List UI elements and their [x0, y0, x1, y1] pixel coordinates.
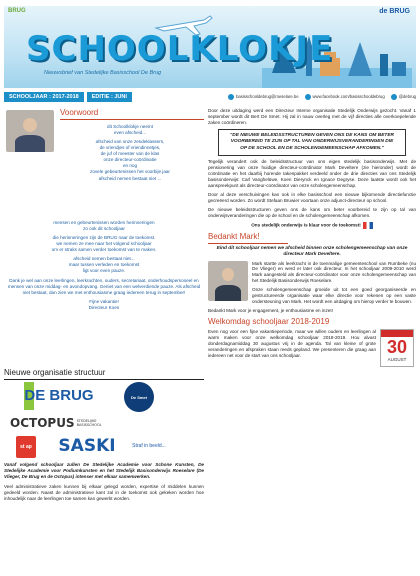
facebook-icon	[305, 94, 311, 100]
poem-stanza-4: afscheid nemen bestaat niet... maar tussen verleden en toekomst ligt voor even pauze.	[68, 256, 140, 274]
bedankt-mark-title: Bedankt Mark!	[208, 232, 288, 244]
bedankt-mark-section	[208, 232, 416, 314]
voorwoord-poem-lower	[4, 220, 204, 314]
poem-stanza-1: afscheid van onze zesdeklassers, de vriendjes of vriendinnetjes, de juf of meester van de klas onze directeur-coördinatie en nog zovele gebeurtenissen het voorbije jaar afscheid nemen bestaat niet ...	[90, 139, 170, 181]
organisation-article	[208, 108, 416, 229]
bedankt-mark-intro: Eind dit schooljaar nemen we afscheid binnen onze scholengemeenschap van onze directeur Mark Develtere.	[216, 246, 408, 258]
partner-logos	[4, 382, 204, 460]
org-paragraph-3: Door al deze verschuivingen kan ook in elke basisschool een nieuwe bijkomende directiefunctie gecreëerd worden. Zo wordt Stefaan Bruwier voortaan onze adjunct-directeur op school.	[208, 192, 416, 204]
right-column	[208, 108, 416, 363]
email-icon	[228, 94, 234, 100]
nieuwe-organisatie-text	[4, 462, 204, 506]
brand-logo-right: de BRUG	[379, 8, 410, 15]
nieuwe-organisatie-header	[4, 368, 204, 380]
org-paragraph-4: De nieuwe beleidsstructuren geven ons de kans om beter voorbereid te zijn op tal van onderwijsveranderingen die op de school en de scholengemeenschap afkomen.	[208, 207, 416, 219]
logo-saski: SASKI	[58, 436, 116, 457]
voorwoord-thanks: Dank je wel aan onze leerlingen, leerkrachten, ouders, secretariaat, onderhoudspersoneel en mensen van onze middag- en avondopvang. Geniet van een welverdiende pauze. Als afscheid niet bestaat, dan zien we met enthousiasme graag iedereen terug in september!	[7, 277, 201, 295]
logo-saski-tagline: Straf in beeld...	[132, 443, 166, 450]
welkomdag-section	[208, 317, 416, 363]
flag-icon	[363, 222, 373, 229]
org-paragraph-1: Door deze uitdaging werd een Directeur Interne organisatie Stedelijk Onderwijs gezocht. Vanaf 1 september wordt dit Bert De Smet. Hij zal in nauw overleg met de vijf directies alle overkoepelende zaken coördineren.	[208, 108, 416, 125]
calendar-day: 30	[386, 337, 408, 358]
logo-octopus	[10, 414, 102, 432]
twitter-icon	[391, 94, 397, 100]
voorwoord-poem	[60, 124, 200, 185]
voorwoord-sign-2: Directeur Koen	[88, 304, 120, 310]
mark-develtere-photo	[208, 261, 248, 301]
poem-stanza-2: mensen en gebeurtenissen worden herinneringen zo ook dit schooljaar	[53, 220, 155, 232]
voorwoord-header	[60, 108, 204, 120]
newsletter-title: SCHOOLKLOKJE	[26, 29, 334, 69]
logo-stap: st ap	[16, 436, 36, 458]
schoolyear-label: SCHOOLJAAR : 2017-2018	[4, 92, 84, 102]
director-koen-photo	[6, 110, 54, 152]
poem-stanza-3: die herinneringen zijn de BRUG naar de toekomst. we nemen ze mee naar het volgend schooljaar om er straks samen verder toekomst van te maken.	[51, 235, 157, 253]
org-paragraph-5: Ons stedelijk onderwijs is klaar voor de toekomst!	[208, 222, 416, 229]
welkomdag-title: Welkomdag schooljaar 2018-2019	[208, 317, 330, 327]
edition-label: EDITIE : JUNI	[87, 92, 132, 102]
bm-paragraph-3: Bedankt Mark voor je engagement, je enthousiasme en inzet!	[208, 308, 333, 314]
nos-paragraph-2: Veel administratieve zaken kunnen bij elkaar gelegd worden, expertise of middelen kunnen gedeeld worden. Naast de administratieve kant zal in de toekomst ook gekeken worden hoe inhoudelijk naar de leerlingen toe samen kan gewerkt worden.	[4, 483, 204, 501]
poem-line-intro: dit Schoolklokje neemt even afscheid...	[107, 124, 153, 136]
newsletter-header	[0, 0, 420, 104]
voorwoord-section	[4, 108, 204, 366]
logo-octopus-sub: STEDELIJKE BASISSCHOOL	[76, 418, 102, 427]
info-bar	[4, 90, 416, 103]
social-link-facebook[interactable]: www.facebook.com/basisschooldebrug	[305, 94, 385, 100]
logo-de-smet: De Smet	[124, 382, 154, 412]
nos-paragraph-1: Vanaf volgend schooljaar zullen De Stedelijke Academie voor Schone Kunsten, De Stedelijke Academie voor Podiumkunsten en het Stedelijk Basisonderwijs Roeselare (De Vlieger, De Brug en de Octopus) intenser met elkaar samenwerken.	[4, 462, 204, 479]
nieuwe-organisatie-title: Nieuwe organisatie structuur	[4, 368, 204, 380]
org-quote: "DE NIEUWE BELEIDSSTRUCTUREN GEVEN ONS DE KANS OM BETER VOORBEREID TE ZIJN OP TAL VAN ONDERWIJSVERANDERINGEN DIE OP DE SCHOOL EN DE SCHOLENGEMEENSCHAP AFKOMEN."	[218, 129, 406, 156]
voorwoord-sign-1: Fijne vakantie!	[89, 298, 119, 304]
calendar-icon	[380, 329, 414, 367]
social-link-email[interactable]: basisschooldebrug@roeselare.be	[228, 94, 298, 100]
brand-logo-small: BRUG	[8, 8, 26, 14]
org-paragraph-2: Tegelijk verandert ook de beleidsstructuur van ons eigen stedelijk basisonderwijs. Met de pensionering van onze huidige directeur-coördinator Mark Develtere (zie hieronder) wordt de coördinatie en het daarbij horende takenpakket verdeeld onder de drie directies van ons Stedelijk basisonderwijs: Carl Vanghelüwe, Koen Dierynck en Ignace Degryse. Deze laatste wordt ook het aanspreekpunt als directeur-coördinator van onze scholengemeenschap.	[208, 159, 416, 189]
logo-de-brug: DE BRUG	[24, 382, 94, 410]
bm-paragraph-2: Onze scholengemeenschap groeide uit tot een goed georganiseerde en gestructureerde organisatie waar elke directie voor rekenen op een vaste ondersteuning van Mark. Het wordt een uitdaging om hierop verder te bouwen.	[252, 287, 416, 305]
bm-paragraph-1: Mark startte als leerkracht in de toenmalige gemeenteschool van Rumbeke (nu De Vlieger) en werd er later ook directeur. In het schooljaar 2009-2010 werd Mark aangesteld als directeur-coördinator voor onze scholengemeenschap van het Stedelijk Basisonderwijs Roeselare.	[252, 260, 416, 284]
calendar-month: AUGUST	[387, 357, 407, 363]
social-links	[228, 94, 416, 100]
social-link-twitter[interactable]: @debrug	[391, 94, 416, 100]
voorwoord-title: Voorwoord	[60, 108, 204, 120]
newsletter-subtitle: Nieuwsbrief van Stedelijke Basisschool De Brug	[44, 70, 162, 76]
logo-octopus-text: OCTOPUS	[10, 415, 75, 430]
welkomdag-text: Even nog voor een fijne vakantieperiode, maar we willen ouders en leerlingen al warm maken voor onze welkomdag schooljaar 2018-2019. Hou alvast donderdagnamiddag 30 augustus vrij in de agenda. Tal van kleine of grote veranderingen en afspraken staan reeds gepland. We presenteren die graag aan iedereen net voor de start van ons schooljaar.	[208, 329, 376, 359]
